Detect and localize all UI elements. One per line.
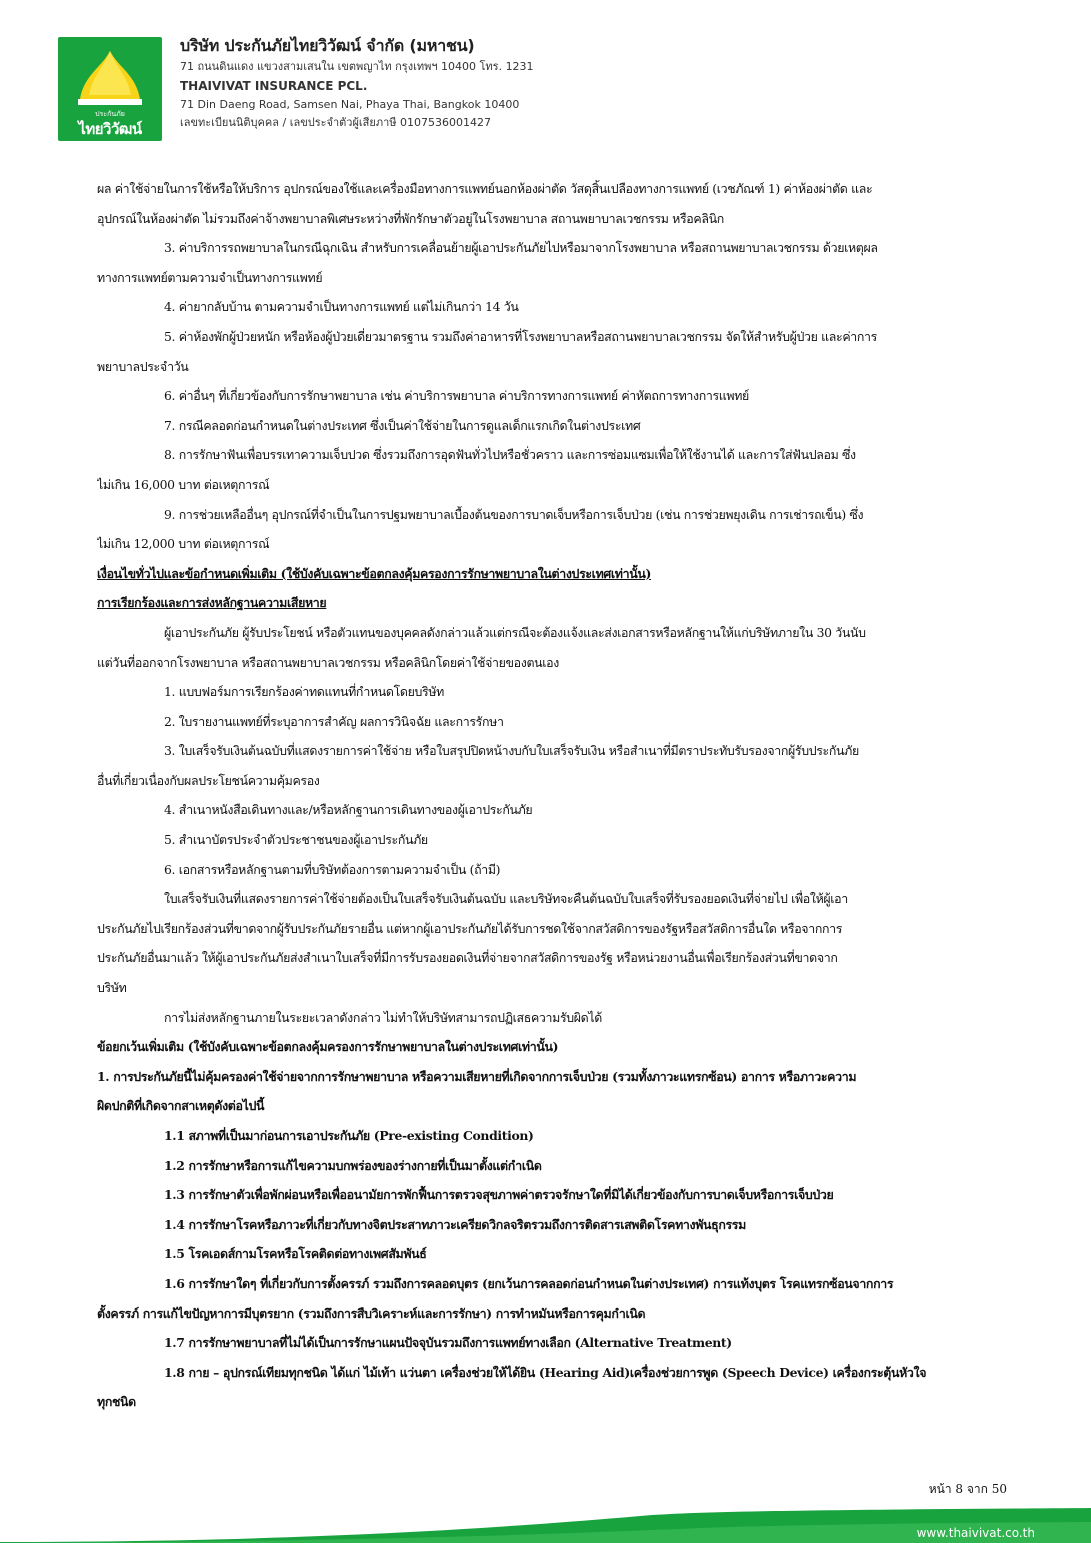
company-name-en: THAIVIVAT INSURANCE PCL. <box>180 79 368 93</box>
text-line: อุปกรณ์ในห้องผ่าตัด ไม่รวมถึงค่าจ้างพยาบาลพิเศษระหว่างที่พักรักษาตัวอยู่ในโรงพยาบาล สถานพยาบาลเวชกรรม หรือคลินิก <box>97 210 724 226</box>
text-line: อื่นที่เกี่ยวเนื่องกับผลประโยชน์ความคุ้มครอง <box>97 772 320 788</box>
exclusion-item: 1. การประกันภัยนี้ไม่คุ้มครองค่าใช้จ่ายจากการรักษาพยาบาล หรือความเสียหายที่เกิดจากการเจ็บป่วย (รวมทั้งภาวะแทรกซ้อน) อาการ หรือภาวะความ <box>97 1068 857 1084</box>
text-line: ทุกชนิด <box>97 1394 136 1410</box>
list-item: 5. สำเนาบัตรประจำตัวประชาชนของผู้เอาประกันภัย <box>164 832 428 848</box>
list-item: 7. กรณีคลอดก่อนกำหนดในต่างประเทศ ซึ่งเป็นค่าใช้จ่ายในการดูแลเด็กแรกเกิดในต่างประเทศ <box>164 417 641 433</box>
paragraph-line: การไม่ส่งหลักฐานภายในระยะเวลาดังกล่าว ไม่ทำให้บริษัทสามารถปฏิเสธความรับผิดได้ <box>164 1009 602 1025</box>
list-item: 6. เอกสารหรือหลักฐานตามที่บริษัทต้องการตามความจำเป็น (ถ้ามี) <box>164 861 501 877</box>
exclusion-subitem: 1.8 กาย – อุปกรณ์เทียมทุกชนิด ได้แก่ ไม้เท้า แว่นตา เครื่องช่วยให้ได้ยิน (Hearing Aid)เครื่องช่วยการพูด (Speech Device) เครื่องกระตุ้นหัวใจ <box>164 1364 927 1380</box>
list-item: 2. ใบรายงานแพทย์ที่ระบุอาการสำคัญ ผลการวินิจฉัย และการรักษา <box>164 713 504 729</box>
list-item: 3. ใบเสร็จรับเงินต้นฉบับที่แสดงรายการค่าใช้จ่าย หรือใบสรุปปิดหน้างบกับใบเสร็จรับเงิน หรือสำเนาที่มีตราประทับรับรองจากผู้รับประกันภัย <box>164 743 859 759</box>
text-line: ผล ค่าใช้จ่ายในการใช้หรือให้บริการ อุปกรณ์ของใช้และเครื่องมือทางการแพทย์นอกห้องผ่าตัด วัสดุสิ้นเปลืองทางการแพทย์ (เวชภัณฑ์ 1) ค่าห้องผ่าตัด และ <box>97 181 873 196</box>
exclusion-subitem: 1.2 การรักษาหรือการแก้ไขความบกพร่องของร่างกายที่เป็นมาตั้งแต่กำเนิด <box>164 1157 542 1173</box>
text-line: ประกันภัยอื่นมาแล้ว ให้ผู้เอาประกันภัยส่งสำเนาใบเสร็จที่มีการรับรองยอดเงินที่จ่ายจากสวัสดิการของรัฐ หรือหน่วยงานอื่นเพื่อเรียกร้องส่วนที่ขาดจาก <box>97 950 838 966</box>
logo-caption: ประกันภัย <box>95 110 125 118</box>
list-item: 6. ค่าอื่นๆ ที่เกี่ยวข้องกับการรักษาพยาบาล เช่น ค่าบริการพยาบาล ค่าบริการทางการแพทย์ ค่าหัตถการทางการแพทย์ <box>164 388 749 404</box>
text-line: ไม่เกิน 12,000 บาท ต่อเหตุการณ์ <box>97 536 270 552</box>
letterhead <box>58 34 1038 144</box>
exclusion-subitem: 1.3 การรักษาตัวเพื่อพักผ่อนหรือเพื่ออนามัยการพักฟื้นการตรวจสุขภาพค่าตรวจรักษาใดที่มิได้เกี่ยวข้องกับการบาดเจ็บหรือการเจ็บป่วย <box>164 1187 834 1203</box>
text-line: ไม่เกิน 16,000 บาท ต่อเหตุการณ์ <box>97 476 270 492</box>
list-item: 1. แบบฟอร์มการเรียกร้องค่าทดแทนที่กำหนดโดยบริษัท <box>164 684 444 700</box>
company-name-th: บริษัท ประกันภัยไทยวิวัฒน์ จำกัด (มหาชน) <box>180 36 475 55</box>
thaivivat-logo <box>58 37 162 141</box>
text-line: บริษัท <box>97 980 127 996</box>
address-en: 71 Din Daeng Road, Samsen Nai, Phaya Thai, Bangkok 10400 <box>180 98 520 111</box>
text-line: แต่วันที่ออกจากโรงพยาบาล หรือสถานพยาบาลเวชกรรม หรือคลินิกโดยค่าใช้จ่ายของตนเอง <box>97 654 559 670</box>
tax-id: เลขทะเบียนนิติบุคคล / เลขประจำตัวผู้เสียภาษี 0107536001427 <box>180 116 491 129</box>
address-th: 71 ถนนดินแดง แขวงสามเสนใน เขตพญาไท กรุงเทพฯ 10400 โทร. 1231 <box>180 60 534 73</box>
text-line: พยาบาลประจำวัน <box>97 358 189 374</box>
exclusion-subitem: 1.6 การรักษาใดๆ ที่เกี่ยวกับการตั้งครรภ์ รวมถึงการคลอดบุตร (ยกเว้นการคลอดก่อนกำหนดในต่างประเทศ) การแท้งบุตร โรคแทรกซ้อนจากการ <box>164 1275 894 1291</box>
list-item: 4. ค่ายากลับบ้าน ตามความจำเป็นทางการแพทย์ แต่ไม่เกินกว่า 14 วัน <box>164 299 519 315</box>
page-number: หน้า 8 จาก 50 <box>928 1482 1007 1496</box>
text-line: ตั้งครรภ์ การแก้ไขปัญหาการมีบุตรยาก (รวมถึงการสืบวิเคราะห์และการรักษา) การทำหมันหรือการคุมกำเนิด <box>97 1305 646 1321</box>
text-line: ทางการแพทย์ตามความจำเป็นทางการแพทย์ <box>97 269 323 285</box>
exclusion-subitem: 1.7 การรักษาพยาบาลที่ไม่ได้เป็นการรักษาแผนปัจจุบันรวมถึงการแพทย์ทางเลือก (Alternative Treatment) <box>164 1335 732 1351</box>
exclusion-subitem: 1.5 โรคเอดส์กามโรคหรือโรคติดต่อทางเพศสัมพันธ์ <box>164 1246 427 1262</box>
company-info <box>180 34 534 132</box>
logo-name: ไทยวิวัฒน์ <box>78 120 142 138</box>
list-item: 8. การรักษาฟันเพื่อบรรเทาความเจ็บปวด ซึ่งรวมถึงการอุดฟันทั่วไปหรือชั่วคราว และการซ่อมแซมเพื่อให้ใช้งานได้ และการใส่ฟันปลอม ซึ่ง <box>164 447 856 463</box>
text-line: ประกันภัยไปเรียกร้องส่วนที่ขาดจากผู้รับประกันภัยรายอื่น แต่หากผู้เอาประกันภัยได้รับการชดใช้จากสวัสดิการของรัฐหรือสวัสดิการอื่นใด หรือจากการ <box>97 920 843 936</box>
paragraph-line: ผู้เอาประกันภัย ผู้รับประโยชน์ หรือตัวแทนของบุคคลดังกล่าวแล้วแต่กรณีจะต้องแจ้งและส่งเอกสารหรือหลักฐานให้แก่บริษัทภายใน 30 วันนับ <box>164 624 866 640</box>
list-item: 5. ค่าห้องพักผู้ป่วยหนัก หรือห้องผู้ป่วยเดี่ยวมาตรฐาน รวมถึงค่าอาหารที่โรงพยาบาลหรือสถานพยาบาลเวชกรรม จัดให้สำหรับผู้ป่วย และค่าการ <box>164 328 877 344</box>
list-item: 4. สำเนาหนังสือเดินทางและ/หรือหลักฐานการเดินทางของผู้เอาประกันภัย <box>164 802 533 818</box>
list-item: 9. การช่วยเหลืออื่นๆ อุปกรณ์ที่จำเป็นในการปฐมพยาบาลเบื้องต้นของการบาดเจ็บหรือการเจ็บป่วย (เช่น การช่วยพยุงเดิน การเช่ารถเข็น) ซึ่ง <box>164 506 864 522</box>
document-body <box>97 174 1007 1417</box>
exclusion-subitem: 1.4 การรักษาโรคหรือภาวะที่เกี่ยวกับทางจิตประสาทภาวะเครียดวิกลจริตรวมถึงการติดสารเสพติดโรคทางพันธุกรรม <box>164 1216 746 1232</box>
list-item: 3. ค่าบริการรถพยาบาลในกรณีฉุกเฉิน สำหรับการเคลื่อนย้ายผู้เอาประกันภัยไปหรือมาจากโรงพยาบาล หรือสถานพยาบาลเวชกรรม ด้วยเหตุผล <box>164 240 878 256</box>
website-link[interactable]: www.thaivivat.co.th <box>916 1526 1035 1540</box>
section-heading: เงื่อนไขทั่วไปและข้อกำหนดเพิ่มเติม (ใช้บังคับเฉพาะข้อตกลงคุ้มครองการรักษาพยาบาลในต่างประเทศเท่านั้น) <box>97 565 651 581</box>
section-heading: ข้อยกเว้นเพิ่มเติม (ใช้บังคับเฉพาะข้อตกลงคุ้มครองการรักษาพยาบาลในต่างประเทศเท่านั้น) <box>97 1039 559 1055</box>
exclusion-subitem: 1.1 สภาพที่เป็นมาก่อนการเอาประกันภัย (Pre-existing Condition) <box>164 1128 534 1143</box>
paragraph-line: ใบเสร็จรับเงินที่แสดงรายการค่าใช้จ่ายต้องเป็นใบเสร็จรับเงินต้นฉบับ และบริษัทจะคืนต้นฉบับใบเสร็จที่รับรองยอดเงินที่จ่ายไป เพื่อให้ผู้เอา <box>164 891 848 907</box>
text-line: ผิดปกติที่เกิดจากสาเหตุดังต่อไปนี้ <box>97 1098 265 1114</box>
section-heading: การเรียกร้องและการส่งหลักฐานความเสียหาย <box>97 595 327 611</box>
